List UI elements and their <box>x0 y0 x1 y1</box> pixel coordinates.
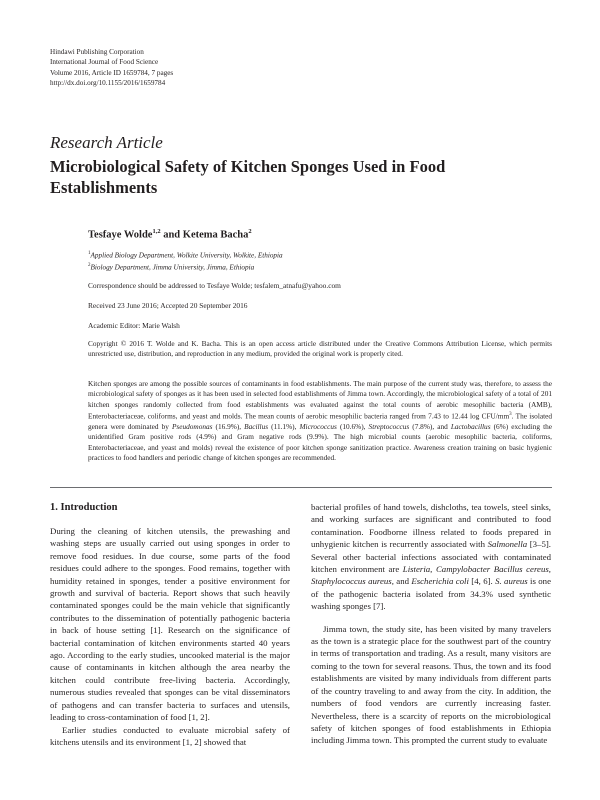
section-heading: 1. Introduction <box>50 502 118 513</box>
dates-line: Received 23 June 2016; Accepted 20 September 2016 <box>88 301 248 310</box>
genus-name: Pseudomonas <box>171 422 213 432</box>
copyright-notice: Copyright © 2016 T. Wolde and K. Bacha. This is an open access article distributed under the Creative Commons Attribution License, which permits unrestricted use, distribution, and reproduction in any medium, provided the original work is properly cited. <box>88 339 552 359</box>
abstract-text: (10.6%), <box>336 422 369 432</box>
abstract-text: (11.1%), <box>268 422 300 432</box>
species-name: Salmonella <box>487 539 528 550</box>
journal-name: International Journal of Food Science <box>50 58 159 67</box>
volume-line: Volume 2016, Article ID 1659784, 7 pages <box>50 68 174 77</box>
genus-name: Streptococcus <box>368 422 410 432</box>
affiliation-mark: 2 <box>88 263 91 268</box>
author-name: Ketema Bacha <box>182 229 249 241</box>
genus-name: Lactobacillus <box>450 422 491 432</box>
affiliation-text: Applied Biology Department, Wolkite University, Wolkite, Ethiopia <box>90 251 283 260</box>
species-name: Escherichia coli <box>411 576 469 587</box>
affiliation-mark: 1 <box>88 251 91 256</box>
species-name: S. aureus <box>495 576 528 587</box>
affiliation <box>88 263 254 271</box>
body-text: [4, 6]. <box>468 576 496 587</box>
genus-name: Micrococcus <box>299 422 337 432</box>
publisher-name: Hindawi Publishing Corporation <box>50 48 144 56</box>
doi-link[interactable]: http://dx.doi.org/10.1155/2016/1659784 <box>50 79 166 88</box>
abstract <box>88 379 552 464</box>
article-type: Research Article <box>50 133 163 152</box>
species-name: Staphylococcus aureus <box>311 576 392 587</box>
paragraph-gap <box>311 613 551 623</box>
species-name: Campylobacter Bacillus cereus <box>435 564 549 575</box>
abstract-text: Kitchen sponges are among the possible sources of contaminants in food establishments. The main purpose of the current study was, therefore, to assess the microbiological safety of sponges as it has been used in selected food establishments of Jimma town. Accordingly, the microbiological safety of a total of 201 kitchen sponges randomly collected from food establishments was evaluated against the total counts of aerobic mesophilic bacteria (AMB), Enterobacteriaceae, coliforms, and yeast and molds. The mean counts of aerobic mesophilic bacteria ranged from 7.43 to 12.44 log CFU/mm <box>88 379 552 421</box>
species-name: Listeria <box>402 564 431 575</box>
abstract-text: (7.8%), and <box>409 422 451 432</box>
correspondence-line: Correspondence should be addressed to Tesfaye Wolde; tesfalem_atnafu@yahoo.com <box>88 281 341 290</box>
body-text: bacterial profiles of hand towels, dishcloths, tea towels, steel sinks, and working surfaces are significant and contributed to food contamination. Foodborne illness related to foods prepared in unhygienic kitchen is recurrently associated with <box>311 502 551 550</box>
abstract-text: (6%) excluding the unidentified Gram positive rods (4.9%) and Gram negative rods (9.9%). The high microbial counts (aerobic mesophilic bacteria, coliforms, Enterobacteriaceae, and yeast and molds) reveal the existence of poor kitchen sponge sanitization practice. Awareness creation training on basic hygienic practices to food handlers and periodic change of kitchen sponges are recommended. <box>88 422 552 463</box>
paper-title: Microbiological Safety of Kitchen Sponges Used in Food Establishments <box>50 157 446 197</box>
body-paragraph: Earlier studies conducted to evaluate microbial safety of kitchens utensils and its environment [1, 2] showed that <box>50 724 290 747</box>
abstract-text: (16.9%), <box>212 422 245 432</box>
author-affiliation-mark: 1,2 <box>152 228 161 235</box>
genus-name: Bacillus <box>244 422 269 432</box>
author-name: Tesfaye Wolde <box>88 229 153 241</box>
abstract-text: . The isolated genera were dominated by <box>88 411 552 432</box>
body-paragraph: Jimma town, the study site, has been visited by many travelers as the town is a strategic place for the southwest part of the country in terms of transportation and trading. As a result, many visitors are coming to the town for several reasons. Thus, the town and its food establishments are visited by many individuals from different parts of the country traveling to and away from the city. In addition, the numbers of food vendors are currently increasing faster. Nevertheless, there is a scarcity of reports on the microbiological safety of kitchen sponges of food establishments in Ethiopia including Jimma town. This prompted the current study to evaluate <box>311 623 551 746</box>
journal-header <box>50 47 173 89</box>
body-text: , and <box>391 576 412 587</box>
body-text: , <box>548 564 551 575</box>
editor-line: Academic Editor: Marie Walsh <box>88 321 180 330</box>
body-paragraph <box>311 501 551 613</box>
body-text: is one of the pathogenic bacteria isolated from 34.3% used synthetic washing sponges [7]. <box>311 576 551 612</box>
author-list <box>88 228 252 241</box>
author-affiliation-mark: 2 <box>248 228 252 235</box>
author-joiner: and <box>160 229 183 241</box>
affiliation <box>88 251 283 259</box>
right-column <box>311 501 551 747</box>
left-column <box>50 501 290 748</box>
body-text: [3–5]. Several other bacterial infections associated with contaminated kitchen environment are <box>311 539 552 575</box>
body-paragraph: During the cleaning of kitchen utensils, the prewashing and washing steps are usually carried out using sponges in order to remove food residues. In due course, some parts of the food residues could adhere to the sponges. Food remains, together with humidity retained in sponges, tender a positive environment for growth and survival of bacteria. Report shows that such heavily contaminated sponges could be the main vehicle that significantly contributes to the dissemination of potentially pathogenic bacteria in back of house setting [1]. Research on the significance of bacterial contamination of kitchen environments started 40 years ago. According to the early studies, uncooked material is the major cause of contaminants in kitchen although the area nearby the kitchen could contribute free-living bacteria. Accordingly, numerous studies revealed that sponges can be vital disseminators of pathogens and can transfer bacteria to surfaces and utensils, leading to cross-contamination of food [1, 2]. <box>50 526 290 723</box>
superscript: 3 <box>509 412 512 418</box>
section-divider <box>50 487 552 488</box>
affiliation-text: Biology Department, Jimma University, Jimma, Ethiopia <box>90 263 255 272</box>
body-text: , <box>430 564 436 575</box>
